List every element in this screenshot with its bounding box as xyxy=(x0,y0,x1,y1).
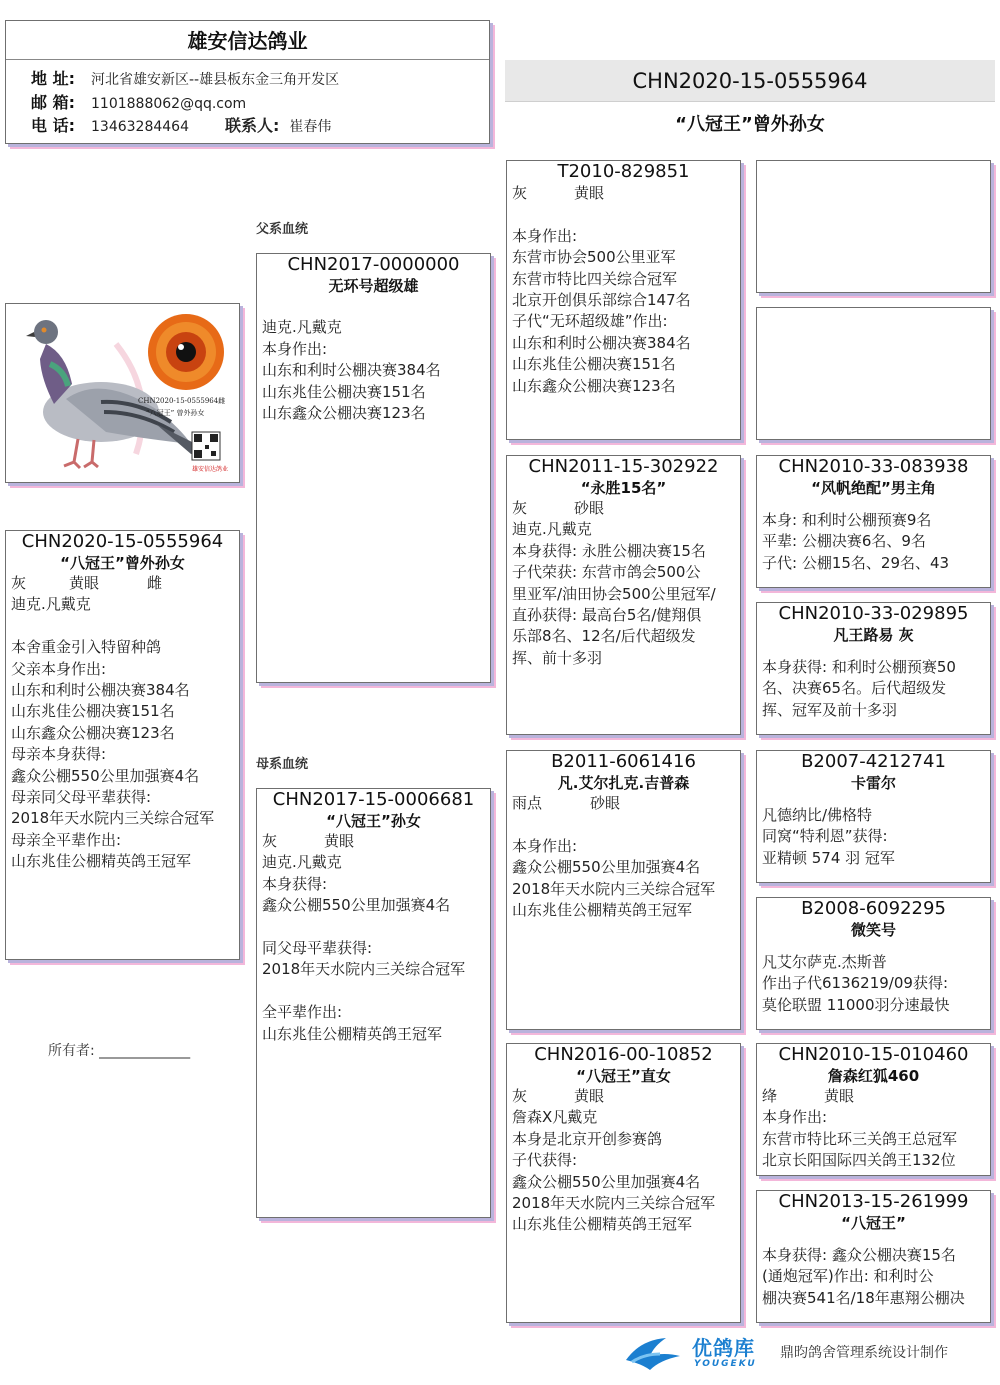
sire-sire-color: 灰 xyxy=(512,184,528,202)
dam-dam-ring: CHN2016-00-10852 xyxy=(534,1044,713,1065)
brand-name-en: YOUGEKU xyxy=(694,1359,757,1369)
note-line: 父亲本身作出: xyxy=(11,659,107,678)
dss-name: 卡雷尔 xyxy=(850,774,896,792)
email-value[interactable]: 1101888062@qq.com xyxy=(91,95,247,112)
sire-dam-color: 灰 xyxy=(512,499,528,517)
owner-field: 所有者: _____________ xyxy=(48,1043,191,1059)
ddd-name: “八冠王” xyxy=(841,1214,906,1232)
dds-color: 绛 xyxy=(762,1087,778,1105)
note-line: 子代获得: xyxy=(512,1151,578,1170)
sds-ring: CHN2010-33-083938 xyxy=(778,456,969,477)
note-line: 山东兆佳公棚决赛151名 xyxy=(512,355,676,374)
sdd-ring: CHN2010-33-029895 xyxy=(778,603,969,624)
dam-eye: 黄眼 xyxy=(324,832,355,850)
email-row xyxy=(6,92,489,116)
photo-caption-small: 雄安信达鸽业 xyxy=(192,466,229,473)
pigeon-photo-image xyxy=(6,304,239,482)
sire-line-label: 父系血统 xyxy=(256,222,309,237)
note-line: 山东兆佳公棚精英鸽王冠军 xyxy=(11,852,192,871)
subject-eye: 黄眼 xyxy=(69,574,100,592)
subject-sex: 雌 xyxy=(147,574,163,592)
note-line: 莫伦联盟 11000羽分速最快 xyxy=(762,995,950,1014)
sire-ring: CHN2017-0000000 xyxy=(287,254,460,275)
note-line: 2018年天水院内三关综合冠军 xyxy=(262,960,466,979)
note-line: 挥、冠军及前十多羽 xyxy=(762,700,898,719)
note-line: 挥、前十多羽 xyxy=(512,648,603,667)
header-divider xyxy=(6,59,489,60)
sire-dam-ring: CHN2011-15-302922 xyxy=(528,456,719,477)
note-line: 2018年天水院内三关综合冠军 xyxy=(512,1194,716,1213)
note-line xyxy=(757,498,990,510)
dam-sire-ring: B2011-6061416 xyxy=(551,751,696,772)
note-line: 山东鑫众公棚决赛123名 xyxy=(11,723,175,742)
dsd-ring: B2008-6092295 xyxy=(801,898,946,919)
dsd-name: 微笑号 xyxy=(850,921,896,939)
dam-sire-name: 凡.艾尔扎克.吉普森 xyxy=(557,774,690,792)
note-line: 子代: 公棚15名、29名、43 xyxy=(762,553,950,572)
note-line: 山东和利时公棚决赛384名 xyxy=(11,681,190,700)
subject-name: “八冠王”曾外孙女 xyxy=(60,554,185,572)
note-line: 东营市特比四关综合冠军 xyxy=(512,269,678,288)
note-line: 本身获得: 永胜公棚决赛15名 xyxy=(512,541,706,560)
contact-label: 联系人: xyxy=(224,116,280,135)
note-line: 全平辈作出: xyxy=(262,1003,343,1022)
dam-dam-card xyxy=(506,1043,741,1323)
note-line xyxy=(757,645,990,657)
sss-card xyxy=(756,160,991,293)
note-line: 本身: 和利时公棚预赛9名 xyxy=(762,511,932,529)
note-line: 本身作出: xyxy=(762,1108,828,1127)
address-row xyxy=(6,68,489,92)
loft-title: 雄安信达鸽业 xyxy=(187,29,308,53)
dds-eye: 黄眼 xyxy=(824,1087,855,1105)
subject-card xyxy=(5,530,240,960)
sdd-card xyxy=(756,602,991,735)
dam-sire-eye: 砂眼 xyxy=(590,794,621,812)
subject-traits xyxy=(6,573,239,594)
note-line xyxy=(757,1233,990,1245)
subject-color: 灰 xyxy=(11,574,27,592)
note-line: 迪克.凡戴克 xyxy=(11,595,91,614)
dam-sire-card xyxy=(506,750,741,1030)
note-line: 山东鑫众公棚决赛123名 xyxy=(262,404,426,423)
note-line: 2018年天水院内三关综合冠军 xyxy=(11,809,215,828)
note-line xyxy=(257,981,490,1002)
note-line: 本身获得: 鑫众公棚决赛15名 xyxy=(762,1246,956,1264)
dss-card xyxy=(756,750,991,883)
sire-sire-card xyxy=(506,160,741,440)
sds-card xyxy=(756,455,991,588)
sire-dam-eye: 砂眼 xyxy=(574,499,605,517)
note-line: 迪克.凡戴克 xyxy=(512,520,592,539)
dam-dam-color: 灰 xyxy=(512,1087,528,1105)
address-label: 地 址: xyxy=(31,69,75,88)
note-line: 鑫众公棚550公里加强赛4名 xyxy=(512,1172,701,1191)
dss-ring: B2007-4212741 xyxy=(801,751,946,772)
sire-dam-traits xyxy=(507,498,740,519)
dds-card xyxy=(756,1043,991,1176)
note-line: 同窝“特利恩”获得: xyxy=(762,827,888,846)
note-line: 迪克.凡戴克 xyxy=(262,853,342,872)
subject-notes xyxy=(6,594,239,872)
note-line xyxy=(757,940,990,952)
sds-name: “风帆绝配”男主角 xyxy=(811,479,936,497)
address-value: 河北省雄安新区--雄县板东金三角开发区 xyxy=(91,72,340,88)
note-line xyxy=(757,793,990,805)
note-line: 山东和利时公棚决赛384名 xyxy=(512,333,691,352)
note-line: 本身作出: xyxy=(512,226,578,245)
photo-caption-ring: CHN2020-15-0555964雌 xyxy=(138,397,226,405)
dam-card xyxy=(256,788,491,1218)
note-line: 名、决赛65名。后代超级发 xyxy=(762,679,947,698)
note-line: 山东兆佳公棚精英鸽王冠军 xyxy=(262,1024,443,1043)
note-line: 山东鑫众公棚决赛123名 xyxy=(512,376,676,395)
pigeon-photo xyxy=(5,303,240,483)
dam-ring: CHN2017-15-0006681 xyxy=(272,789,475,810)
ddd-ring: CHN2013-15-261999 xyxy=(778,1191,969,1212)
note-line: 凡艾尔萨克.杰斯普 xyxy=(762,953,887,971)
note-line: 本身获得: 和利时公棚预赛50 xyxy=(762,658,956,676)
note-line: 乐部8名、12名/后代超级发 xyxy=(512,627,696,646)
subject-name-banner: “八冠王”曾外孙女 xyxy=(675,114,825,135)
note-line xyxy=(257,296,490,317)
phone-value[interactable]: 13463284464 xyxy=(91,119,189,135)
note-line: 亚精顿 574 羽 冠军 xyxy=(762,848,895,867)
yougeku-logo-icon xyxy=(620,1330,686,1374)
sire-sire-traits xyxy=(507,183,740,204)
phone-row xyxy=(6,115,489,139)
note-line: 子代荣获: 东营市鸽会500公 xyxy=(512,563,701,582)
dam-name: “八冠王”孙女 xyxy=(326,812,421,830)
dds-name: 詹森红狐460 xyxy=(827,1067,920,1085)
note-line: 鑫众公棚550公里加强赛4名 xyxy=(262,896,451,915)
note-line: 东营市协会500公里亚军 xyxy=(512,248,676,267)
note-line xyxy=(6,616,239,637)
ssd-card xyxy=(756,307,991,440)
dam-dam-traits xyxy=(507,1086,740,1107)
loft-header xyxy=(5,20,490,144)
sire-dam-name: “永胜15名” xyxy=(580,479,667,497)
dam-line-label: 母系血统 xyxy=(256,757,309,772)
note-line xyxy=(507,814,740,835)
note-line: 本身作出: xyxy=(512,836,578,855)
sire-sire-eye: 黄眼 xyxy=(574,184,605,202)
dds-ring: CHN2010-15-010460 xyxy=(778,1044,969,1065)
note-line: 母亲本身获得: xyxy=(11,745,107,764)
sire-sire-ring: T2010-829851 xyxy=(557,161,690,182)
contact-value: 崔春伟 xyxy=(289,119,332,135)
dsd-card xyxy=(756,897,991,1030)
note-line: 本身作出: xyxy=(262,339,328,358)
sdd-name: 凡王路易 灰 xyxy=(833,626,914,644)
note-line: 本身是北京开创参赛鸽 xyxy=(512,1129,663,1148)
dam-sire-color: 雨点 xyxy=(512,794,543,812)
maker-credit: 鼎昀鸽舍管理系统设计制作 xyxy=(780,1345,948,1361)
email-label: 邮 箱: xyxy=(31,92,75,112)
note-line: 里亚军/油田协会500公里冠军/ xyxy=(512,584,716,603)
note-line: 山东兆佳公棚精英鸽王冠军 xyxy=(512,1215,693,1234)
phone-label: 电 话: xyxy=(31,116,75,135)
note-line: 母亲同父母平辈获得: xyxy=(11,788,152,807)
note-line: 詹森X凡戴克 xyxy=(512,1108,598,1127)
dam-traits xyxy=(257,831,490,852)
note-line: 山东兆佳公棚精英鸽王冠军 xyxy=(512,901,693,920)
brand-name: 优鸽库 xyxy=(692,1336,755,1360)
footer xyxy=(620,1330,995,1374)
note-line: 山东兆佳公棚决赛151名 xyxy=(11,702,175,721)
note-line: 本舍重金引入特留种鸽 xyxy=(11,638,162,657)
note-line: 2018年天水院内三关综合冠军 xyxy=(512,879,716,898)
note-line: (通炮冠军)作出: 和利时公 xyxy=(762,1267,934,1286)
note-line: 作出子代6136219/09获得: xyxy=(762,974,948,993)
ddd-card xyxy=(756,1190,991,1323)
note-line xyxy=(257,917,490,938)
note-line: 平辈: 公棚决赛6名、9名 xyxy=(762,532,926,551)
note-line: 迪克.凡戴克 xyxy=(262,318,342,337)
note-line: 棚决赛541名/18年惠翔公棚决 xyxy=(762,1288,965,1307)
note-line: 鑫众公棚550公里加强赛4名 xyxy=(11,766,200,785)
sire-dam-card xyxy=(506,455,741,735)
sire-card xyxy=(256,253,491,683)
note-line: 子代“无环超级雄”作出: xyxy=(512,312,668,331)
sire-name: 无环号超级雄 xyxy=(328,277,419,295)
dam-sire-traits xyxy=(507,793,740,814)
note-line: 直孙获得: 最高台5名/健翔俱 xyxy=(512,606,702,625)
note-line: 凡德纳比/佛格特 xyxy=(762,806,873,824)
dam-dam-name: “八冠王”直女 xyxy=(576,1067,671,1085)
dam-dam-eye: 黄眼 xyxy=(574,1087,605,1105)
dds-traits xyxy=(757,1086,990,1107)
note-line: 北京开创俱乐部综合147名 xyxy=(512,291,691,310)
dam-color: 灰 xyxy=(262,832,278,850)
note-line: 东营市特比环三关鸽王总冠军 xyxy=(762,1129,958,1148)
subject-ring: CHN2020-15-0555964 xyxy=(21,531,224,552)
note-line xyxy=(507,204,740,225)
subject-ring-banner: CHN2020-15-0555964 xyxy=(505,60,995,102)
note-line: 山东和利时公棚决赛384名 xyxy=(262,361,441,380)
note-line: 北京长阳国际四关鸽王132位 xyxy=(762,1151,956,1170)
note-line: 本身获得: xyxy=(262,874,328,893)
note-line: 鑫众公棚550公里加强赛4名 xyxy=(512,858,701,877)
note-line: 母亲全平辈作出: xyxy=(11,830,122,849)
photo-caption-name: “八冠王” 曾外孙女 xyxy=(146,409,205,417)
note-line: 同父母平辈获得: xyxy=(262,939,373,958)
note-line: 山东兆佳公棚决赛151名 xyxy=(262,382,426,401)
